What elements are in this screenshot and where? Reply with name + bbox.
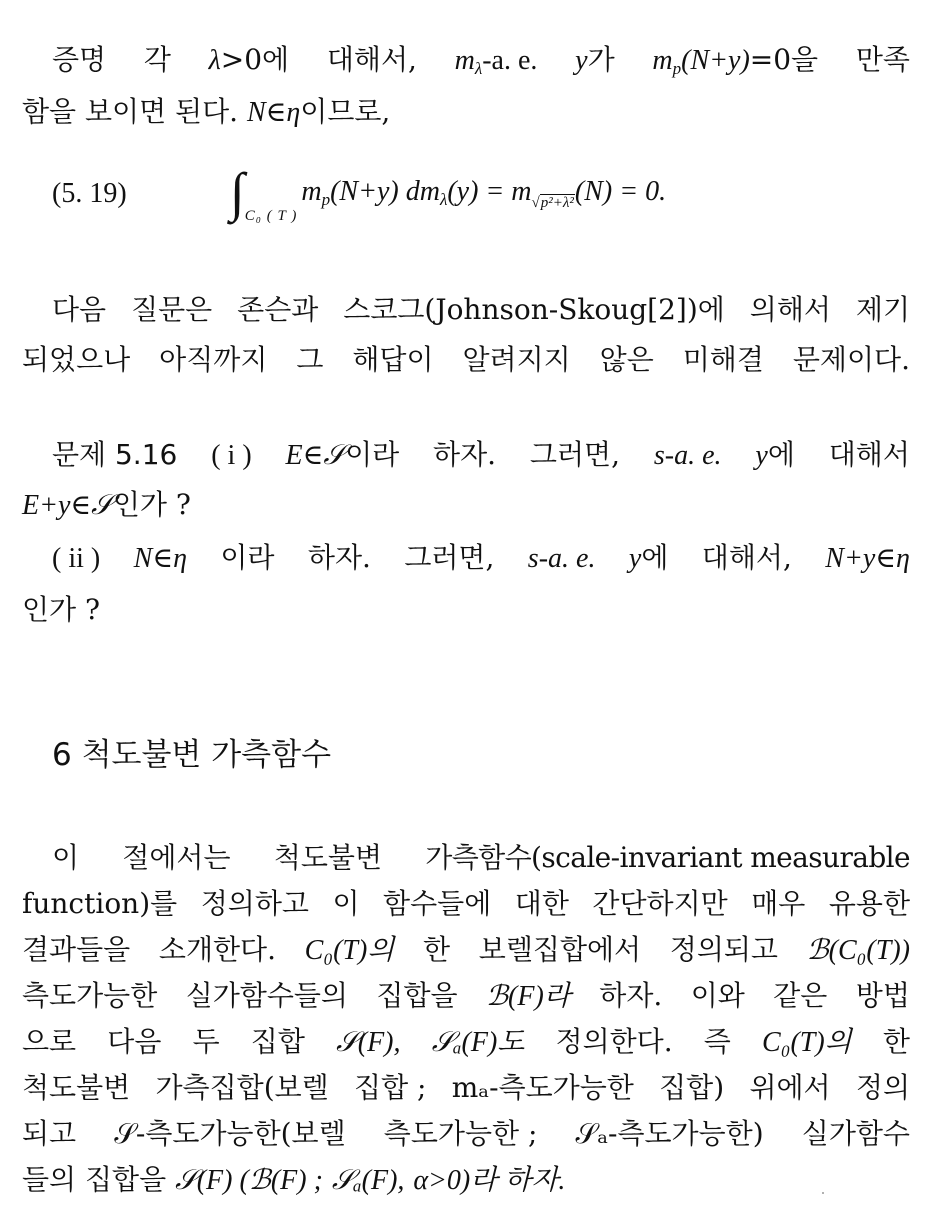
N-in-eta: N∈η bbox=[133, 543, 187, 574]
page-speck bbox=[822, 1192, 824, 1194]
problem-label: 문제 5.16 bbox=[52, 438, 178, 471]
para2-line-3: 결과들을 소개한다. C₀(T)의 한 보렐집합에서 정의되고 ℬ(C₀(T)) bbox=[22, 933, 910, 966]
part-ii: ( ii ) bbox=[52, 543, 101, 574]
section-title: 척도불변 가측함수 bbox=[81, 737, 332, 773]
para1-line-2: 되었으나 아직까지 그 해답이 알려지지 않은 미해결 문제이다. bbox=[22, 343, 910, 376]
para2-line-8: 들의 집합을 𝒮(F) (ℬ(F) ; 𝒮ₐ(F), α>0)라 하자. bbox=[22, 1163, 566, 1196]
para2-line-5: 으로 다음 두 집합 𝒮(F), 𝒮ₐ(F)도 정의한다. 즉 C₀(T)의 한 bbox=[22, 1025, 910, 1058]
problem-line-3: ( ii ) N∈η 이라 하자. 그러면, s-a. e. y에 대해서, N+y∈η bbox=[0, 538, 932, 579]
text-word: 각 bbox=[143, 43, 171, 76]
text-word: 대해서, bbox=[326, 43, 417, 76]
integral-lower-limit: C₀ ( T ) bbox=[244, 208, 298, 224]
proof-label: 증명 bbox=[52, 43, 107, 76]
E-in-S: E∈𝒮이라 bbox=[285, 438, 400, 471]
integral-sign: ∫ bbox=[230, 162, 245, 222]
text-word: 만족 bbox=[855, 43, 910, 76]
m-lambda-ae: $m_\lambda-a$. e. bbox=[454, 45, 538, 78]
proof-line-1 bbox=[0, 40, 932, 89]
sqrt-subscript: √p²+λ² bbox=[531, 195, 574, 211]
integrand: m bbox=[301, 176, 322, 207]
para2-line-1: 이 절에서는 척도불변 가측함수(scale-invariant measurable bbox=[52, 841, 910, 874]
section-number: 6 bbox=[52, 737, 72, 773]
equation-label: (5. 19) bbox=[52, 178, 127, 209]
proof-line-2: 함을 보이면 된다. N∈η이므로, bbox=[22, 95, 391, 128]
para2-line-4: 측도가능한 실가함수들의 집합을 ℬ(F)라 하자. 이와 같은 방법 bbox=[22, 979, 910, 1012]
para2-line-2: function)를 정의하고 이 함수들에 대한 간단하지만 매우 유용한 bbox=[22, 887, 910, 920]
y-subject: y가 bbox=[575, 43, 615, 76]
part-i: ( i ) bbox=[211, 440, 252, 471]
problem-line-1: 문제 5.16 ( i ) E∈𝒮이라 하자. 그러면, s-a. e. y에 대해서 bbox=[0, 435, 932, 476]
section-heading bbox=[52, 735, 331, 775]
para2-line-6: 척도불변 가측집합(보렐 집합 ; mₐ-측도가능한 집합) 위에서 정의 bbox=[22, 1071, 910, 1104]
mp-expression: $m_p(N+y)=0$을 bbox=[652, 43, 819, 78]
problem-line-2: E+y∈𝒮인가 ? bbox=[22, 488, 191, 521]
lambda-condition: λ>0에 bbox=[208, 43, 290, 76]
problem-line-4: 인가 ? bbox=[22, 593, 101, 626]
equation-5-19: $\int_{C_0 ( T )}m_p(N+y) dm_\lambda(y) = m_{√p^2+\lambda^2}(N) = 0$. bbox=[230, 162, 667, 224]
para1-line-1: 다음 질문은 존슨과 스코그(Johnson-Skoug[2])에 의해서 제기 bbox=[52, 293, 910, 326]
para2-line-7: 되고 𝒮-측도가능한(보렐 측도가능한 ; 𝒮ₐ-측도가능한) 실가함수 bbox=[22, 1117, 910, 1150]
